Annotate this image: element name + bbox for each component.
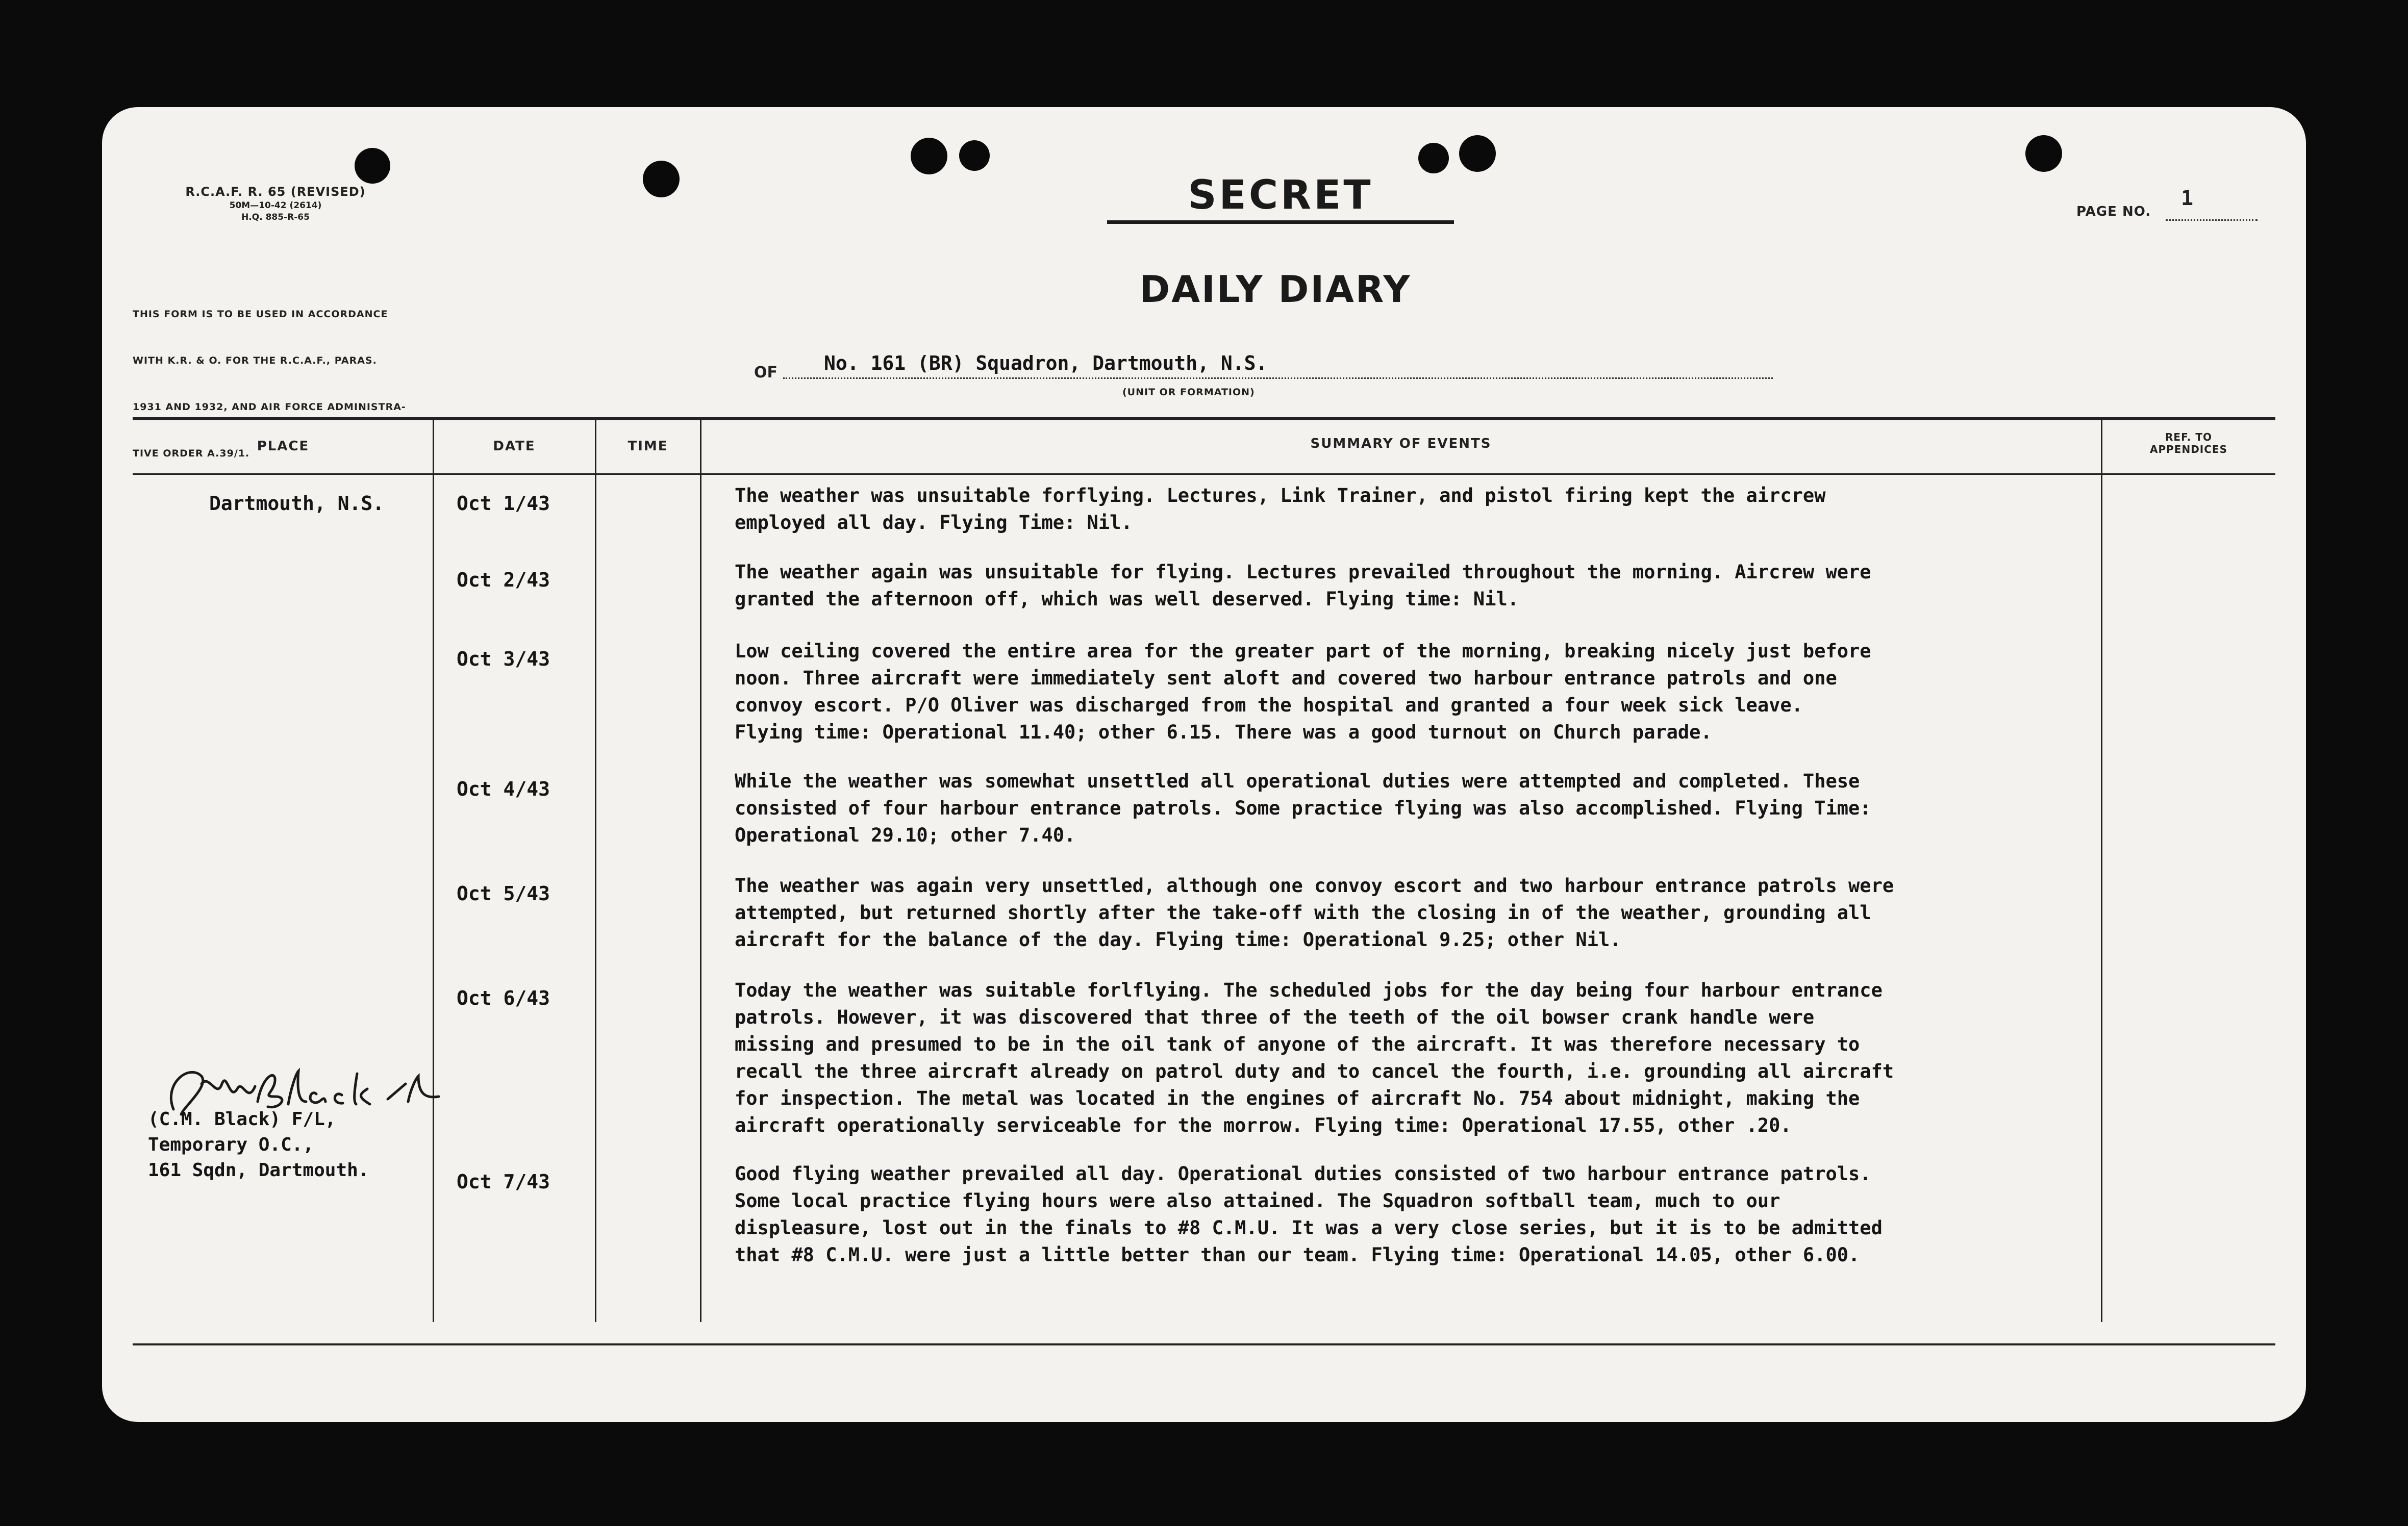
table-top-rule: [133, 417, 2275, 420]
column-header-date: DATE: [493, 439, 536, 454]
punch-hole: [1459, 135, 1496, 172]
entry-line: granted the afternoon off, which was well deserved. Flying time: Nil.: [735, 588, 1519, 610]
ref-line-2: APPENDICES: [2150, 443, 2227, 455]
signature-rank: Temporary O.C.,: [148, 1134, 314, 1155]
form-instructions: [133, 275, 643, 492]
diary-entry: [735, 977, 2204, 1139]
entry-line: convoy escort. P/O Oliver was discharged from the hospital and granted a four week sick leave.: [735, 694, 1803, 716]
entry-line: Today the weather was suitable forlflying. The scheduled jobs for the day being four harbour entrance: [735, 979, 1883, 1001]
entry-line: Flying time: Operational 11.40; other 6.15. There was a good turnout on Church parade.: [735, 721, 1712, 743]
entry-line: recall the three aircraft already on patrol duty and to cancel the fourth, i.e. grounding all aircraft: [735, 1060, 1894, 1082]
entry-line: aircraft operationally serviceable for the morrow. Flying time: Operational 17.55, other .20.: [735, 1114, 1792, 1136]
column-header-ref: [2102, 431, 2275, 455]
signature-name: (C.M. Black) F/L,: [148, 1109, 336, 1130]
entry-line: Some local practice flying hours were also attained. The Squadron softball team, much to our: [735, 1190, 1780, 1212]
diary-entry: [735, 768, 2204, 849]
signature-unit: 161 Sqdn, Dartmouth.: [148, 1160, 369, 1181]
header-bottom-rule: [133, 473, 2275, 475]
entry-line: noon. Three aircraft were immediately sent aloft and covered two harbour entrance patrols and one: [735, 667, 1837, 689]
diary-entry: [735, 1160, 2204, 1268]
entry-line: employed all day. Flying Time: Nil.: [735, 512, 1133, 533]
entry-line: attempted, but returned shortly after the take-off with the closing in of the weather, grounding all: [735, 902, 1871, 924]
column-header-summary: SUMMARY OF EVENTS: [1310, 436, 1492, 451]
ref-line-1: REF. TO: [2165, 431, 2212, 443]
form-reference: [143, 184, 408, 223]
signature-block: [148, 1107, 369, 1183]
entry-line: Operational 29.10; other 7.40.: [735, 824, 1076, 846]
column-header-place: PLACE: [257, 439, 310, 454]
place-cell: Dartmouth, N.S.: [209, 492, 385, 515]
entry-line: aircraft for the balance of the day. Flying time: Operational 9.25; other Nil.: [735, 929, 1621, 951]
column-header-time: TIME: [628, 439, 668, 454]
diary-entry: [735, 638, 2204, 746]
entry-line: missing and presumed to be in the oil tank of anyone of the aircraft. It was therefore necessary to: [735, 1033, 1860, 1055]
page-number-label: PAGE NO.: [2076, 204, 2151, 219]
entry-line: for inspection. The metal was located in the engines of aircraft No. 754 about midnight, making the: [735, 1087, 1860, 1109]
entry-line: The weather was unsuitable forflying. Lectures, Link Trainer, and pistol firing kept the aircrew: [735, 485, 1826, 506]
date-cell: Oct 3/43: [457, 648, 550, 670]
unit-caption: (UNIT OR FORMATION): [1122, 387, 1255, 398]
column-divider: [700, 419, 701, 1322]
entry-line: patrols. However, it was discovered that three of the teeth of the oil bowser crank handle were: [735, 1006, 1815, 1028]
classification-underline: [1107, 220, 1454, 224]
form-hq: H.Q. 885-R-65: [241, 212, 310, 223]
page-number-line: [2166, 219, 2258, 221]
column-divider: [595, 419, 596, 1322]
entry-line: While the weather was somewhat unsettled all operational duties were attempted and completed. These: [735, 770, 1860, 792]
diary-entry: [735, 482, 2204, 536]
form-code: R.C.A.F. R. 65 (REVISED): [185, 185, 366, 199]
punch-hole: [2025, 135, 2062, 172]
unit-line: [783, 377, 1773, 379]
punch-hole: [643, 161, 680, 197]
form-print-run: 50M—10-42 (2614): [229, 200, 322, 211]
instruction-line: TIVE ORDER A.39/1.: [133, 448, 250, 460]
classification-stamp: SECRET: [1188, 172, 1373, 218]
punch-hole: [911, 138, 947, 174]
punch-hole: [959, 140, 990, 171]
punch-hole: [1418, 143, 1449, 173]
table-bottom-rule: [133, 1343, 2275, 1345]
of-label: OF: [754, 364, 777, 382]
instruction-line: WITH K.R. & O. FOR THE R.C.A.F., PARAS.: [133, 354, 377, 366]
entry-line: consisted of four harbour entrance patrols. Some practice flying was also accomplished. Flying Time:: [735, 797, 1871, 819]
date-cell: Oct 2/43: [457, 569, 550, 591]
page-number: 1: [2181, 187, 2194, 210]
entry-line: Low ceiling covered the entire area for the greater part of the morning, breaking nicely just before: [735, 640, 1871, 662]
unit-name: No. 161 (BR) Squadron, Dartmouth, N.S.: [824, 352, 1268, 374]
date-cell: Oct 1/43: [457, 492, 550, 515]
diary-entry: [735, 558, 2204, 613]
entry-line: displeasure, lost out in the finals to #8 C.M.U. It was a very close series, but it is to be admitted: [735, 1217, 1883, 1239]
page-title: DAILY DIARY: [1139, 268, 1412, 311]
diary-sheet: [102, 107, 2306, 1422]
date-cell: Oct 4/43: [457, 778, 550, 800]
column-divider: [433, 419, 434, 1322]
entry-line: Good flying weather prevailed all day. Operational duties consisted of two harbour entrance patrols.: [735, 1163, 1871, 1185]
date-cell: Oct 6/43: [457, 987, 550, 1009]
entry-line: The weather again was unsuitable for flying. Lectures prevailed throughout the morning. Aircrew were: [735, 561, 1871, 583]
page-number-field: [2076, 187, 2194, 219]
entry-line: The weather was again very unsettled, although one convoy escort and two harbour entrance patrols were: [735, 875, 1894, 897]
date-cell: Oct 7/43: [457, 1171, 550, 1193]
diary-entry: [735, 872, 2204, 953]
punch-hole: [355, 148, 390, 184]
instruction-line: THIS FORM IS TO BE USED IN ACCORDANCE: [133, 308, 388, 320]
entry-line: that #8 C.M.U. were just a little better than our team. Flying time: Operational 14.05, other 6.00.: [735, 1244, 1860, 1266]
date-cell: Oct 5/43: [457, 882, 550, 905]
instruction-line: 1931 AND 1932, AND AIR FORCE ADMINISTRA-: [133, 401, 406, 413]
